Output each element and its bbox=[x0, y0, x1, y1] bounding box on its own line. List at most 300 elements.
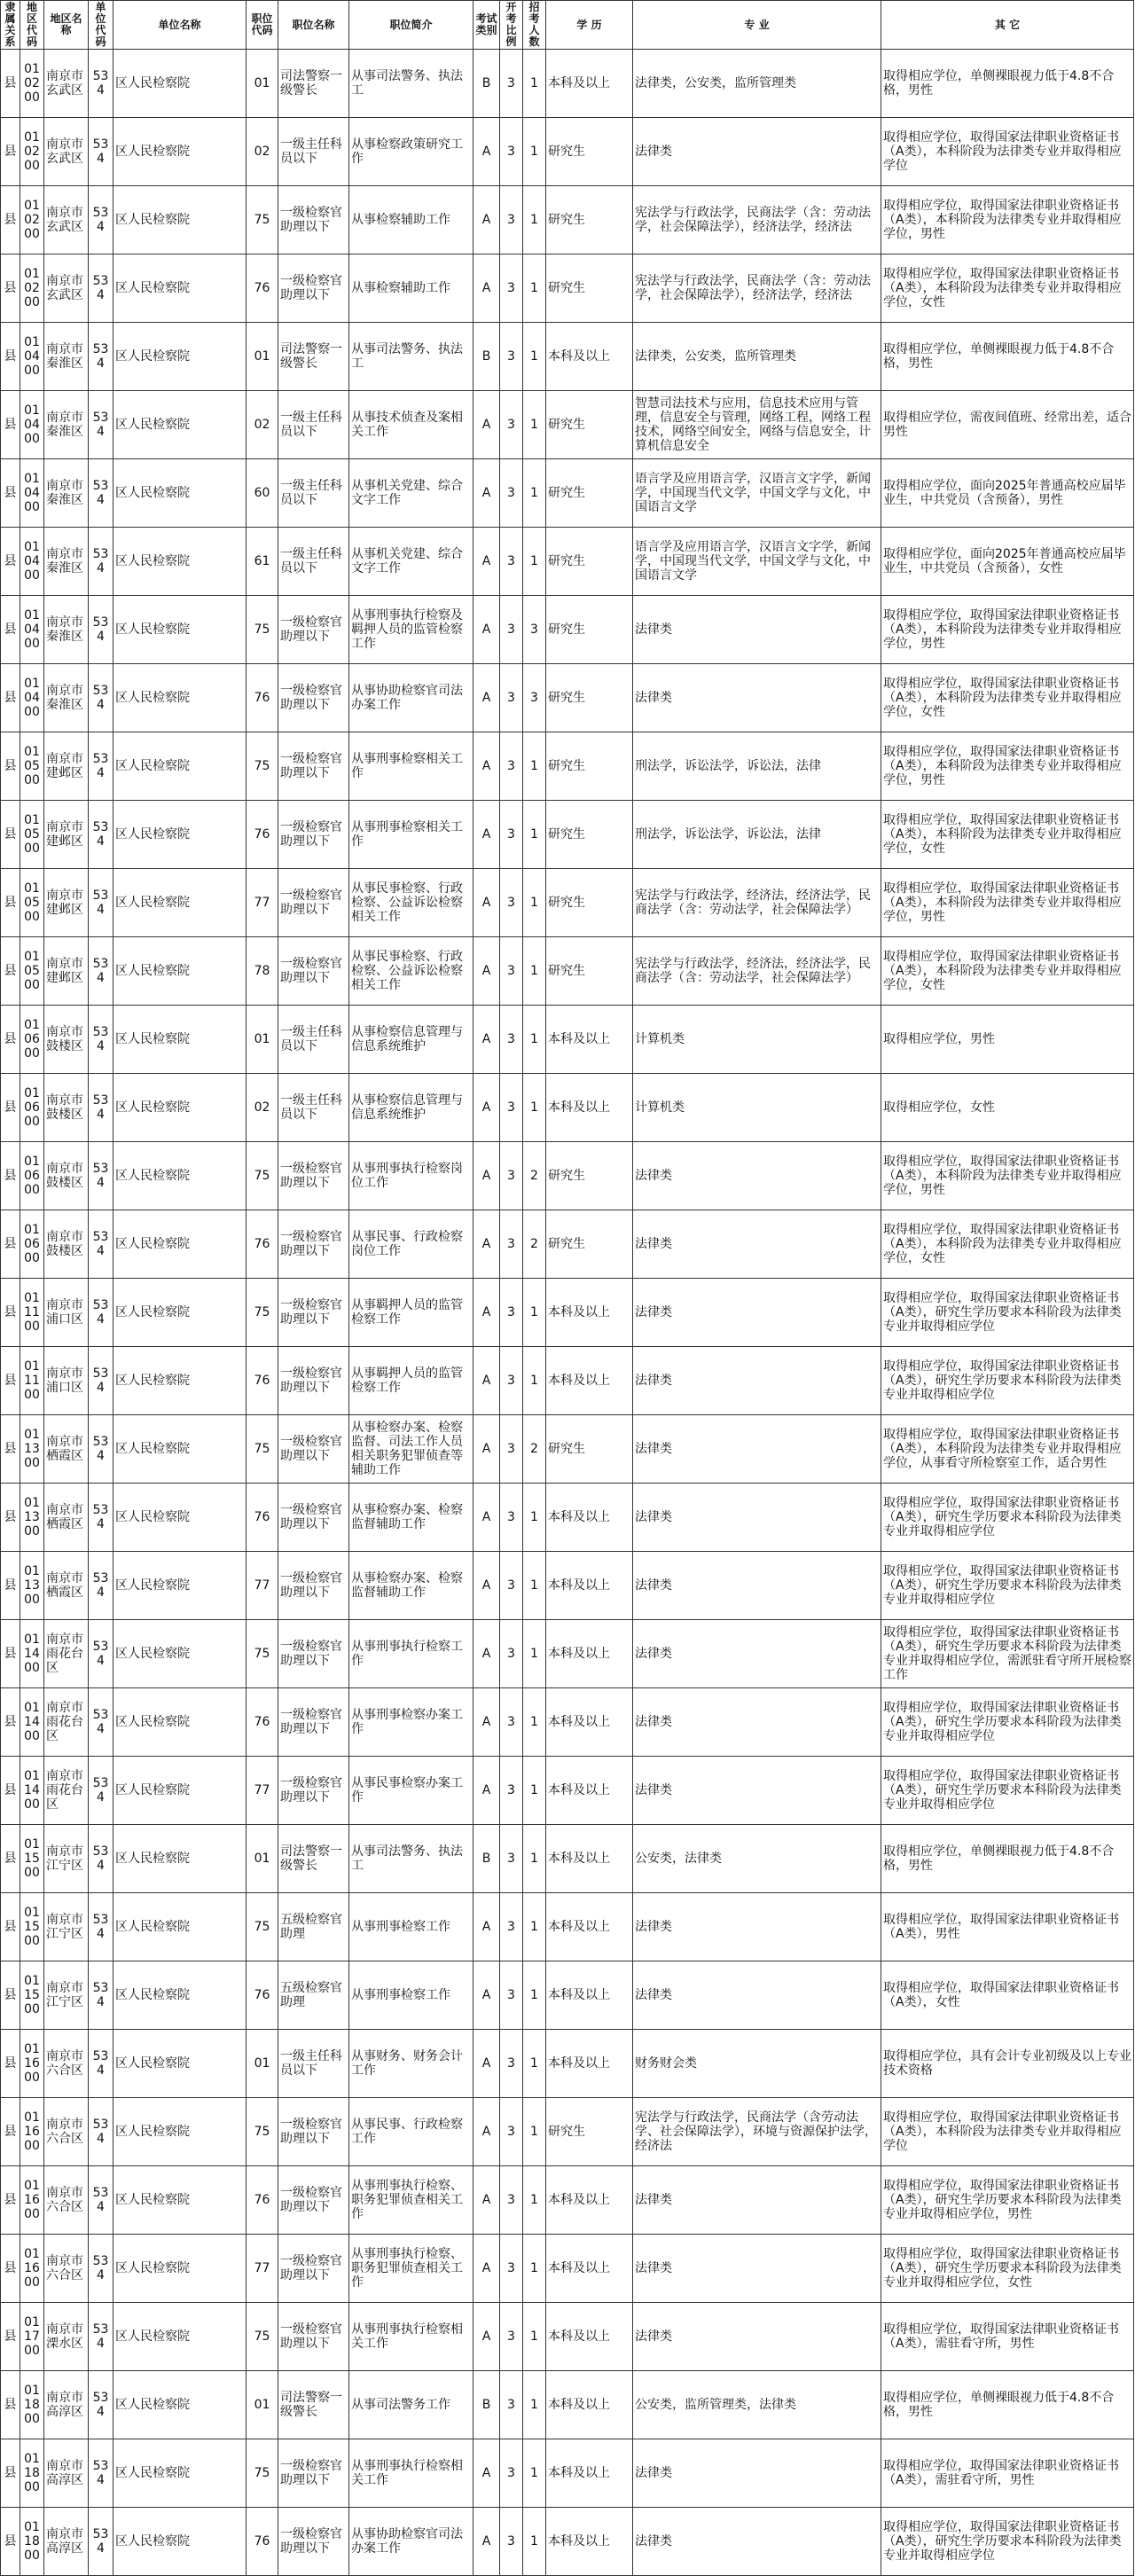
col-education-cell: 本科及以上 bbox=[546, 2030, 633, 2098]
col-count-cell: 1 bbox=[523, 459, 546, 528]
col-exam-type-cell: A bbox=[474, 1415, 500, 1484]
col-relation-cell: 县 bbox=[1, 1688, 20, 1757]
col-count-cell: 1 bbox=[523, 937, 546, 1006]
col-area-code-cell: 011800 bbox=[20, 2439, 44, 2508]
col-unit-name-cell: 区人民检察院 bbox=[114, 118, 247, 186]
col-post-name-cell: 一级检察官助理以下 bbox=[278, 732, 349, 801]
col-education-cell: 研究生 bbox=[546, 254, 633, 323]
col-relation-cell: 县 bbox=[1, 2371, 20, 2439]
table-row bbox=[1, 1688, 1134, 1757]
col-education-cell: 研究生 bbox=[546, 801, 633, 869]
col-unit-name-cell: 区人民检察院 bbox=[114, 1961, 247, 2030]
col-other-cell: 取得相应学位，取得国家法律职业资格证书（A类），本科阶段为法律类专业并取得相应学位，男性 bbox=[881, 869, 1134, 937]
col-area-code-cell: 011600 bbox=[20, 2030, 44, 2098]
col-education-cell: 研究生 bbox=[546, 664, 633, 732]
col-exam-type-cell: A bbox=[474, 732, 500, 801]
col-area-code-cell: 011100 bbox=[20, 1279, 44, 1347]
col-unit-code-cell: 534 bbox=[89, 2030, 114, 2098]
table-row bbox=[1, 2439, 1134, 2508]
col-major-cell: 法律类 bbox=[633, 1347, 881, 1415]
col-ratio-cell: 3 bbox=[500, 2303, 523, 2371]
col-count-header: 招考人数 bbox=[523, 1, 546, 50]
col-major-cell: 法律类 bbox=[633, 2166, 881, 2235]
col-exam-type-cell: A bbox=[474, 1961, 500, 2030]
col-exam-type-cell: A bbox=[474, 1552, 500, 1620]
table-row bbox=[1, 323, 1134, 391]
col-post-intro-cell: 从事民事检察、行政检察、公益诉讼检察相关工作 bbox=[349, 869, 474, 937]
col-unit-name-cell: 区人民检察院 bbox=[114, 391, 247, 459]
col-area-code-cell: 010400 bbox=[20, 459, 44, 528]
col-ratio-cell: 3 bbox=[500, 1757, 523, 1825]
col-exam-type-cell: B bbox=[474, 1825, 500, 1893]
col-area-name-cell: 南京市雨花台区 bbox=[44, 1688, 89, 1757]
col-area-code-cell: 010200 bbox=[20, 254, 44, 323]
col-area-name-cell: 南京市江宁区 bbox=[44, 1961, 89, 2030]
col-post-name-header: 职位名称 bbox=[278, 1, 349, 50]
col-post-name-cell: 一级检察官助理以下 bbox=[278, 1484, 349, 1552]
col-relation-cell: 县 bbox=[1, 1893, 20, 1961]
col-education-cell: 研究生 bbox=[546, 186, 633, 254]
col-major-cell: 宪法学与行政法学，民商法学（含劳动法学、社会保障法学），环境与资源保护法学，经济法 bbox=[633, 2098, 881, 2166]
col-unit-name-cell: 区人民检察院 bbox=[114, 1006, 247, 1074]
col-unit-name-cell: 区人民检察院 bbox=[114, 1620, 247, 1688]
col-relation-cell: 县 bbox=[1, 2030, 20, 2098]
col-unit-code-cell: 534 bbox=[89, 186, 114, 254]
header-row bbox=[1, 1, 1134, 50]
col-major-cell: 法律类 bbox=[633, 596, 881, 664]
col-ratio-cell: 3 bbox=[500, 2030, 523, 2098]
col-major-cell: 语言学及应用语言学，汉语言文字学，新闻学，中国现当代文学，中国文学与文化，中国语言文学 bbox=[633, 459, 881, 528]
col-post-name-cell: 司法警察一级警长 bbox=[278, 2371, 349, 2439]
col-unit-code-cell: 534 bbox=[89, 118, 114, 186]
table-row bbox=[1, 1961, 1134, 2030]
col-count-cell: 1 bbox=[523, 1893, 546, 1961]
col-area-name-cell: 南京市江宁区 bbox=[44, 1893, 89, 1961]
col-relation-cell: 县 bbox=[1, 1210, 20, 1279]
col-relation-cell: 县 bbox=[1, 254, 20, 323]
col-exam-type-cell: A bbox=[474, 801, 500, 869]
col-education-cell: 本科及以上 bbox=[546, 1006, 633, 1074]
col-relation-cell: 县 bbox=[1, 528, 20, 596]
col-major-cell: 法律类，公安类，监所管理类 bbox=[633, 50, 881, 118]
col-education-cell: 研究生 bbox=[546, 732, 633, 801]
col-exam-type-cell: A bbox=[474, 2508, 500, 2576]
col-exam-type-cell: A bbox=[474, 596, 500, 664]
col-relation-cell: 县 bbox=[1, 1142, 20, 1210]
col-unit-code-cell: 534 bbox=[89, 1893, 114, 1961]
col-other-cell: 取得相应学位，取得国家法律职业资格证书（A类），本科阶段为法律类专业并取得相应学位，男性 bbox=[881, 186, 1134, 254]
col-count-cell: 1 bbox=[523, 1757, 546, 1825]
col-major-cell: 宪法学与行政法学，经济法，经济法学，民商法学（含：劳动法学，社会保障法学） bbox=[633, 869, 881, 937]
col-unit-name-cell: 区人民检察院 bbox=[114, 869, 247, 937]
col-post-code-cell: 77 bbox=[247, 869, 278, 937]
col-ratio-cell: 3 bbox=[500, 391, 523, 459]
col-major-cell: 法律类 bbox=[633, 1961, 881, 2030]
col-relation-cell: 县 bbox=[1, 1415, 20, 1484]
col-post-name-cell: 一级检察官助理以下 bbox=[278, 2508, 349, 2576]
col-ratio-cell: 3 bbox=[500, 869, 523, 937]
col-relation-cell: 县 bbox=[1, 391, 20, 459]
col-area-code-cell: 010400 bbox=[20, 323, 44, 391]
col-education-cell: 研究生 bbox=[546, 1210, 633, 1279]
col-area-name-cell: 南京市鼓楼区 bbox=[44, 1074, 89, 1142]
col-unit-name-cell: 区人民检察院 bbox=[114, 528, 247, 596]
col-unit-name-cell: 区人民检察院 bbox=[114, 1893, 247, 1961]
col-unit-name-cell: 区人民检察院 bbox=[114, 801, 247, 869]
col-post-name-cell: 一级主任科员以下 bbox=[278, 459, 349, 528]
col-exam-type-cell: A bbox=[474, 1210, 500, 1279]
col-post-code-cell: 01 bbox=[247, 2030, 278, 2098]
col-major-header: 专 业 bbox=[633, 1, 881, 50]
col-unit-code-cell: 534 bbox=[89, 1347, 114, 1415]
col-count-cell: 1 bbox=[523, 1006, 546, 1074]
col-post-name-cell: 司法警察一级警长 bbox=[278, 323, 349, 391]
col-area-code-cell: 011600 bbox=[20, 2235, 44, 2303]
col-education-cell: 研究生 bbox=[546, 459, 633, 528]
col-unit-name-cell: 区人民检察院 bbox=[114, 1415, 247, 1484]
col-unit-code-cell: 534 bbox=[89, 2166, 114, 2235]
col-unit-code-cell: 534 bbox=[89, 664, 114, 732]
col-area-name-cell: 南京市浦口区 bbox=[44, 1347, 89, 1415]
col-ratio-cell: 3 bbox=[500, 2166, 523, 2235]
col-exam-type-cell: A bbox=[474, 2030, 500, 2098]
col-other-cell: 取得相应学位，男性 bbox=[881, 1006, 1134, 1074]
col-relation-cell: 县 bbox=[1, 801, 20, 869]
col-unit-code-cell: 534 bbox=[89, 1074, 114, 1142]
table-row bbox=[1, 2303, 1134, 2371]
col-count-cell: 1 bbox=[523, 2439, 546, 2508]
col-post-code-cell: 76 bbox=[247, 1210, 278, 1279]
col-exam-type-cell: A bbox=[474, 1074, 500, 1142]
col-relation-cell: 县 bbox=[1, 323, 20, 391]
col-relation-cell: 县 bbox=[1, 2098, 20, 2166]
col-area-code-cell: 011400 bbox=[20, 1757, 44, 1825]
col-other-cell: 取得相应学位，取得国家法律职业资格证书（A类），研究生学历要求本科阶段为法律类专业并取得相应学位 bbox=[881, 1552, 1134, 1620]
col-count-cell: 1 bbox=[523, 2166, 546, 2235]
col-other-cell: 取得相应学位，取得国家法律职业资格证书（A类），研究生学历要求本科阶段为法律类专业并取得相应学位 bbox=[881, 1347, 1134, 1415]
col-unit-name-cell: 区人民检察院 bbox=[114, 2166, 247, 2235]
col-ratio-cell: 3 bbox=[500, 2371, 523, 2439]
col-area-name-cell: 南京市秦淮区 bbox=[44, 664, 89, 732]
col-unit-code-cell: 534 bbox=[89, 937, 114, 1006]
col-unit-code-cell: 534 bbox=[89, 254, 114, 323]
col-post-intro-cell: 从事刑事执行检察、职务犯罪侦查相关工作 bbox=[349, 2235, 474, 2303]
col-unit-code-cell: 534 bbox=[89, 1961, 114, 2030]
col-ratio-cell: 3 bbox=[500, 1210, 523, 1279]
col-post-name-cell: 一级检察官助理以下 bbox=[278, 1552, 349, 1620]
col-unit-name-cell: 区人民检察院 bbox=[114, 1279, 247, 1347]
col-other-cell: 取得相应学位，取得国家法律职业资格证书（A类），研究生学历要求本科阶段为法律类专业并取得相应学位 bbox=[881, 1279, 1134, 1347]
col-area-code-cell: 010500 bbox=[20, 937, 44, 1006]
col-area-name-cell: 南京市鼓楼区 bbox=[44, 1210, 89, 1279]
col-education-cell: 本科及以上 bbox=[546, 1279, 633, 1347]
col-area-code-cell: 011500 bbox=[20, 1961, 44, 2030]
col-unit-name-cell: 区人民检察院 bbox=[114, 2030, 247, 2098]
col-post-code-cell: 76 bbox=[247, 1347, 278, 1415]
table-row bbox=[1, 2030, 1134, 2098]
table-row bbox=[1, 1142, 1134, 1210]
col-post-code-cell: 75 bbox=[247, 2098, 278, 2166]
col-unit-code-cell: 534 bbox=[89, 1688, 114, 1757]
col-area-code-cell: 011400 bbox=[20, 1620, 44, 1688]
col-exam-type-cell: A bbox=[474, 869, 500, 937]
col-relation-cell: 县 bbox=[1, 2303, 20, 2371]
col-other-cell: 取得相应学位，取得国家法律职业资格证书（A类），本科阶段为法律类专业并取得相应学位，女性 bbox=[881, 801, 1134, 869]
table-body bbox=[1, 50, 1134, 2576]
col-post-code-cell: 77 bbox=[247, 1757, 278, 1825]
col-exam-type-cell: A bbox=[474, 459, 500, 528]
col-relation-cell: 县 bbox=[1, 1484, 20, 1552]
col-major-cell: 法律类 bbox=[633, 2235, 881, 2303]
col-post-intro-cell: 从事司法警务、执法工 bbox=[349, 1825, 474, 1893]
col-unit-name-cell: 区人民检察院 bbox=[114, 50, 247, 118]
col-ratio-cell: 3 bbox=[500, 596, 523, 664]
col-ratio-cell: 3 bbox=[500, 118, 523, 186]
col-area-name-cell: 南京市栖霞区 bbox=[44, 1552, 89, 1620]
col-exam-type-cell: A bbox=[474, 1484, 500, 1552]
col-post-intro-cell: 从事刑事检察相关工作 bbox=[349, 801, 474, 869]
col-unit-code-cell: 534 bbox=[89, 50, 114, 118]
table-row bbox=[1, 1620, 1134, 1688]
table-row bbox=[1, 1552, 1134, 1620]
col-education-cell: 本科及以上 bbox=[546, 1961, 633, 2030]
col-area-name-cell: 南京市玄武区 bbox=[44, 50, 89, 118]
col-count-cell: 1 bbox=[523, 391, 546, 459]
table-row bbox=[1, 2166, 1134, 2235]
col-exam-type-cell: A bbox=[474, 1142, 500, 1210]
col-ratio-cell: 3 bbox=[500, 1415, 523, 1484]
col-other-cell: 取得相应学位，单侧裸眼视力低于4.8不合格，男性 bbox=[881, 50, 1134, 118]
col-relation-cell: 县 bbox=[1, 1757, 20, 1825]
col-exam-type-cell: A bbox=[474, 118, 500, 186]
col-exam-type-cell: A bbox=[474, 2303, 500, 2371]
col-post-name-cell: 一级主任科员以下 bbox=[278, 1006, 349, 1074]
col-post-code-cell: 02 bbox=[247, 1074, 278, 1142]
col-unit-name-cell: 区人民检察院 bbox=[114, 2235, 247, 2303]
col-education-cell: 本科及以上 bbox=[546, 2439, 633, 2508]
col-other-cell: 取得相应学位，取得国家法律职业资格证书（A类），研究生学历要求本科阶段为法律类专业并取得相应学位 bbox=[881, 2508, 1134, 2576]
col-post-name-cell: 一级检察官助理以下 bbox=[278, 1210, 349, 1279]
col-post-intro-cell: 从事刑事检察相关工作 bbox=[349, 732, 474, 801]
col-major-cell: 法律类，公安类，监所管理类 bbox=[633, 323, 881, 391]
col-ratio-cell: 3 bbox=[500, 1961, 523, 2030]
col-major-cell: 法律类 bbox=[633, 2439, 881, 2508]
col-area-name-cell: 南京市建邺区 bbox=[44, 801, 89, 869]
col-major-cell: 宪法学与行政法学，民商法学（含：劳动法学，社会保障法学），经济法学，经济法 bbox=[633, 186, 881, 254]
col-education-cell: 研究生 bbox=[546, 1415, 633, 1484]
col-count-cell: 1 bbox=[523, 2371, 546, 2439]
col-education-cell: 本科及以上 bbox=[546, 2508, 633, 2576]
col-count-cell: 1 bbox=[523, 1961, 546, 2030]
col-post-intro-cell: 从事检察信息管理与信息系统维护 bbox=[349, 1006, 474, 1074]
col-relation-cell: 县 bbox=[1, 1825, 20, 1893]
col-post-name-cell: 司法警察一级警长 bbox=[278, 50, 349, 118]
col-post-code-cell: 75 bbox=[247, 2439, 278, 2508]
col-education-cell: 本科及以上 bbox=[546, 1074, 633, 1142]
col-unit-code-cell: 534 bbox=[89, 528, 114, 596]
col-exam-type-cell: A bbox=[474, 186, 500, 254]
col-post-code-cell: 75 bbox=[247, 1893, 278, 1961]
col-ratio-cell: 3 bbox=[500, 2098, 523, 2166]
col-major-cell: 法律类 bbox=[633, 1142, 881, 1210]
col-education-header: 学 历 bbox=[546, 1, 633, 50]
table-row bbox=[1, 869, 1134, 937]
col-unit-code-cell: 534 bbox=[89, 391, 114, 459]
col-post-code-cell: 01 bbox=[247, 50, 278, 118]
col-post-code-cell: 78 bbox=[247, 937, 278, 1006]
col-post-code-cell: 75 bbox=[247, 1279, 278, 1347]
col-relation-header: 隶属关系 bbox=[1, 1, 20, 50]
col-area-code-cell: 010500 bbox=[20, 732, 44, 801]
col-count-cell: 1 bbox=[523, 1552, 546, 1620]
col-education-cell: 本科及以上 bbox=[546, 2303, 633, 2371]
col-post-code-cell: 76 bbox=[247, 1961, 278, 2030]
col-major-cell: 法律类 bbox=[633, 2508, 881, 2576]
col-major-cell: 刑法学，诉讼法学，诉讼法，法律 bbox=[633, 801, 881, 869]
col-unit-name-cell: 区人民检察院 bbox=[114, 1347, 247, 1415]
col-other-cell: 取得相应学位，取得国家法律职业资格证书（A类），研究生学历要求本科阶段为法律类专业并取得相应学位 bbox=[881, 1484, 1134, 1552]
col-exam-type-cell: A bbox=[474, 2235, 500, 2303]
col-area-name-cell: 南京市玄武区 bbox=[44, 254, 89, 323]
table-row bbox=[1, 254, 1134, 323]
col-unit-code-cell: 534 bbox=[89, 1552, 114, 1620]
col-ratio-header: 开考比例 bbox=[500, 1, 523, 50]
col-unit-name-cell: 区人民检察院 bbox=[114, 732, 247, 801]
col-area-name-cell: 南京市高淳区 bbox=[44, 2439, 89, 2508]
col-post-intro-cell: 从事刑事执行检察、职务犯罪侦查相关工作 bbox=[349, 2166, 474, 2235]
col-unit-name-cell: 区人民检察院 bbox=[114, 664, 247, 732]
col-post-name-cell: 一级检察官助理以下 bbox=[278, 1620, 349, 1688]
col-post-code-cell: 01 bbox=[247, 2371, 278, 2439]
col-other-cell: 取得相应学位，面向2025年普通高校应届毕业生，中共党员（含预备），男性 bbox=[881, 459, 1134, 528]
col-post-code-cell: 75 bbox=[247, 186, 278, 254]
col-count-cell: 1 bbox=[523, 2030, 546, 2098]
col-post-intro-cell: 从事刑事执行检察及羁押人员的监管检察工作 bbox=[349, 596, 474, 664]
col-area-code-cell: 010200 bbox=[20, 50, 44, 118]
col-major-cell: 公安类，监所管理类，法律类 bbox=[633, 2371, 881, 2439]
col-relation-cell: 县 bbox=[1, 937, 20, 1006]
col-other-cell: 取得相应学位，单侧裸眼视力低于4.8不合格，男性 bbox=[881, 2371, 1134, 2439]
col-ratio-cell: 3 bbox=[500, 1484, 523, 1552]
col-count-cell: 1 bbox=[523, 1620, 546, 1688]
col-area-name-cell: 南京市鼓楼区 bbox=[44, 1006, 89, 1074]
col-ratio-cell: 3 bbox=[500, 459, 523, 528]
col-other-cell: 取得相应学位，取得国家法律职业资格证书（A类），研究生学历要求本科阶段为法律类专业并取得相应学位，男性 bbox=[881, 2166, 1134, 2235]
col-area-name-cell: 南京市建邺区 bbox=[44, 869, 89, 937]
col-ratio-cell: 3 bbox=[500, 1074, 523, 1142]
col-area-code-cell: 010600 bbox=[20, 1142, 44, 1210]
col-area-name-cell: 南京市六合区 bbox=[44, 2098, 89, 2166]
col-other-cell: 取得相应学位，取得国家法律职业资格证书（A类），需驻看守所，男性 bbox=[881, 2303, 1134, 2371]
col-major-cell: 智慧司法技术与应用，信息技术应用与管理，信息安全与管理，网络工程，网络工程技术，网络空间安全，网络与信息安全，计算机信息安全 bbox=[633, 391, 881, 459]
col-ratio-cell: 3 bbox=[500, 1142, 523, 1210]
col-education-cell: 本科及以上 bbox=[546, 1825, 633, 1893]
col-count-cell: 1 bbox=[523, 186, 546, 254]
col-post-intro-cell: 从事刑事执行检察岗位工作 bbox=[349, 1142, 474, 1210]
col-post-intro-cell: 从事司法警务、执法工 bbox=[349, 323, 474, 391]
col-ratio-cell: 3 bbox=[500, 1006, 523, 1074]
table-row bbox=[1, 1347, 1134, 1415]
col-ratio-cell: 3 bbox=[500, 1552, 523, 1620]
col-major-cell: 宪法学与行政法学，经济法，经济法学，民商法学（含：劳动法学，社会保障法学） bbox=[633, 937, 881, 1006]
col-post-name-cell: 五级检察官助理 bbox=[278, 1893, 349, 1961]
col-unit-name-cell: 区人民检察院 bbox=[114, 2508, 247, 2576]
col-post-code-cell: 76 bbox=[247, 254, 278, 323]
col-area-name-cell: 南京市玄武区 bbox=[44, 118, 89, 186]
col-post-intro-cell: 从事技术侦查及案相关工作 bbox=[349, 391, 474, 459]
table-row bbox=[1, 459, 1134, 528]
table-row bbox=[1, 596, 1134, 664]
col-unit-name-cell: 区人民检察院 bbox=[114, 1210, 247, 1279]
col-other-cell: 取得相应学位，女性 bbox=[881, 1074, 1134, 1142]
col-post-name-cell: 一级检察官助理以下 bbox=[278, 1757, 349, 1825]
col-area-name-cell: 南京市栖霞区 bbox=[44, 1484, 89, 1552]
col-area-code-cell: 010400 bbox=[20, 391, 44, 459]
col-post-name-cell: 一级主任科员以下 bbox=[278, 118, 349, 186]
col-post-intro-cell: 从事机关党建、综合文字工作 bbox=[349, 528, 474, 596]
col-other-cell: 取得相应学位，取得国家法律职业资格证书（A类），本科阶段为法律类专业并取得相应学位 bbox=[881, 118, 1134, 186]
col-area-code-cell: 010400 bbox=[20, 596, 44, 664]
col-ratio-cell: 3 bbox=[500, 2235, 523, 2303]
table-row bbox=[1, 1825, 1134, 1893]
col-education-cell: 本科及以上 bbox=[546, 2235, 633, 2303]
col-area-name-cell: 南京市建邺区 bbox=[44, 937, 89, 1006]
col-count-cell: 1 bbox=[523, 1688, 546, 1757]
col-ratio-cell: 3 bbox=[500, 186, 523, 254]
col-unit-name-cell: 区人民检察院 bbox=[114, 459, 247, 528]
table-row bbox=[1, 50, 1134, 118]
col-post-code-cell: 75 bbox=[247, 2303, 278, 2371]
col-unit-name-cell: 区人民检察院 bbox=[114, 1552, 247, 1620]
table-row bbox=[1, 1006, 1134, 1074]
col-exam-type-cell: B bbox=[474, 2371, 500, 2439]
col-major-cell: 法律类 bbox=[633, 1757, 881, 1825]
col-ratio-cell: 3 bbox=[500, 2508, 523, 2576]
col-area-name-cell: 南京市雨花台区 bbox=[44, 1620, 89, 1688]
col-count-cell: 1 bbox=[523, 2235, 546, 2303]
col-post-intro-cell: 从事刑事执行检察工作 bbox=[349, 1620, 474, 1688]
table-row bbox=[1, 391, 1134, 459]
table-row bbox=[1, 2371, 1134, 2439]
col-post-name-cell: 一级检察官助理以下 bbox=[278, 2098, 349, 2166]
col-count-cell: 1 bbox=[523, 2098, 546, 2166]
col-area-name-cell: 南京市秦淮区 bbox=[44, 391, 89, 459]
col-other-cell: 取得相应学位，具有会计专业初级及以上专业技术资格 bbox=[881, 2030, 1134, 2098]
col-relation-cell: 县 bbox=[1, 50, 20, 118]
col-unit-name-cell: 区人民检察院 bbox=[114, 596, 247, 664]
col-exam-type-cell: A bbox=[474, 254, 500, 323]
col-area-code-cell: 011300 bbox=[20, 1552, 44, 1620]
col-area-name-cell: 南京市六合区 bbox=[44, 2166, 89, 2235]
col-area-name-cell: 南京市江宁区 bbox=[44, 1825, 89, 1893]
col-area-code-cell: 011300 bbox=[20, 1415, 44, 1484]
col-count-cell: 1 bbox=[523, 1825, 546, 1893]
col-education-cell: 本科及以上 bbox=[546, 2166, 633, 2235]
col-post-name-cell: 一级检察官助理以下 bbox=[278, 1688, 349, 1757]
col-education-cell: 研究生 bbox=[546, 391, 633, 459]
col-major-cell: 法律类 bbox=[633, 1279, 881, 1347]
col-major-cell: 语言学及应用语言学，汉语言文字学，新闻学，中国现当代文学，中国文学与文化，中国语言文学 bbox=[633, 528, 881, 596]
col-major-cell: 法律类 bbox=[633, 1484, 881, 1552]
col-unit-name-cell: 区人民检察院 bbox=[114, 1825, 247, 1893]
col-relation-cell: 县 bbox=[1, 869, 20, 937]
col-area-code-cell: 010500 bbox=[20, 869, 44, 937]
col-count-cell: 2 bbox=[523, 1415, 546, 1484]
col-post-code-cell: 01 bbox=[247, 1006, 278, 1074]
col-major-cell: 法律类 bbox=[633, 664, 881, 732]
col-area-code-cell: 010400 bbox=[20, 528, 44, 596]
col-area-name-cell: 南京市栖霞区 bbox=[44, 1415, 89, 1484]
